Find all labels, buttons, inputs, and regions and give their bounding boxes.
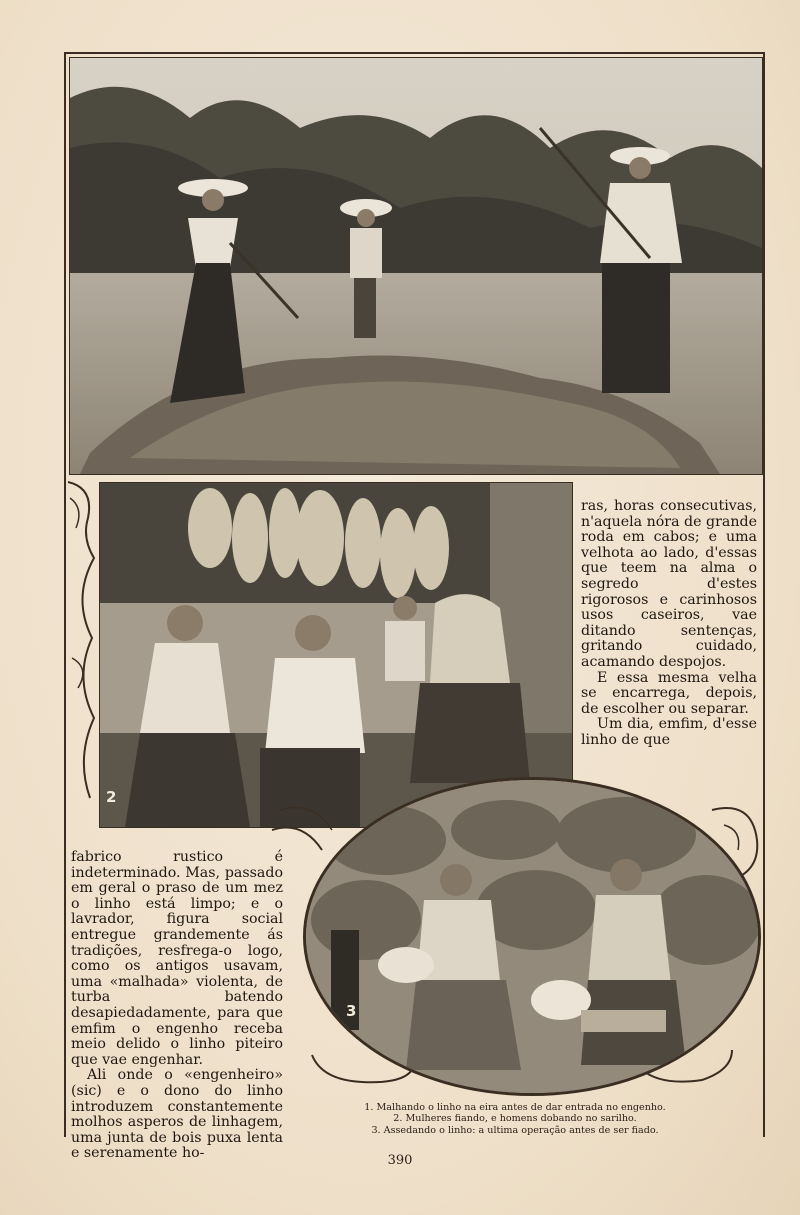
frame-rule-top xyxy=(64,52,765,54)
caption-1: 1. Malhando o linho na eira antes de dar entrada no engenho. xyxy=(364,1102,666,1113)
caption-3: 3. Assedando o linho: a ultima operação antes de ser fiado. xyxy=(371,1124,659,1136)
photo-3-number: 3 xyxy=(346,1002,357,1020)
frame-rule-right xyxy=(763,52,765,1137)
article-paragraph: Um dia, emfim, d'esse linho de que xyxy=(581,716,757,748)
photo-2-number: 2 xyxy=(106,788,117,806)
article-paragraph: ras, horas consecutivas, n'aquela nóra de grande roda em cabos; e uma velhota ao lado, d'essas que teem na alma o segredo d'estes rigorosos e carinhosos usos caseiros, vae ditando sentenças, gritando cuidado, acamando despojos. xyxy=(581,498,757,670)
photo-captions xyxy=(310,1102,720,1136)
caption-2: 2. Mulheres fiando, e homens dobando no sarilho. xyxy=(393,1113,637,1125)
article-paragraph: E essa mesma velha se encarrega, depois, de escolher ou separar. xyxy=(581,669,757,717)
article-paragraph: fabrico rustico é indeterminado. Mas, passado em geral o praso de um mez o linho está limpo; e o lavrador, figura social entregue grandemente ás tradições, resfrega-o logo, como os antigos usavam, uma «malhada» violenta, de turba batendo desapiedadamente, para que emfim o engenho receba meio delido o linho piteiro que vae engenhar. xyxy=(71,849,283,1068)
art-nouveau-ornament-left xyxy=(64,478,100,818)
photo-hackling-flax xyxy=(303,777,761,1096)
photo-threshing-flax xyxy=(69,57,763,475)
article-text-left-column xyxy=(71,850,283,1162)
article-text-right-column xyxy=(581,499,757,749)
page-number: 390 xyxy=(387,1153,413,1168)
article-paragraph: Ali onde o «engenheiro» (sic) e o dono do linho introduzem constantemente molhos asperos de linhagem, uma junta de bois puxa lenta e serenamente ho- xyxy=(71,1067,283,1162)
